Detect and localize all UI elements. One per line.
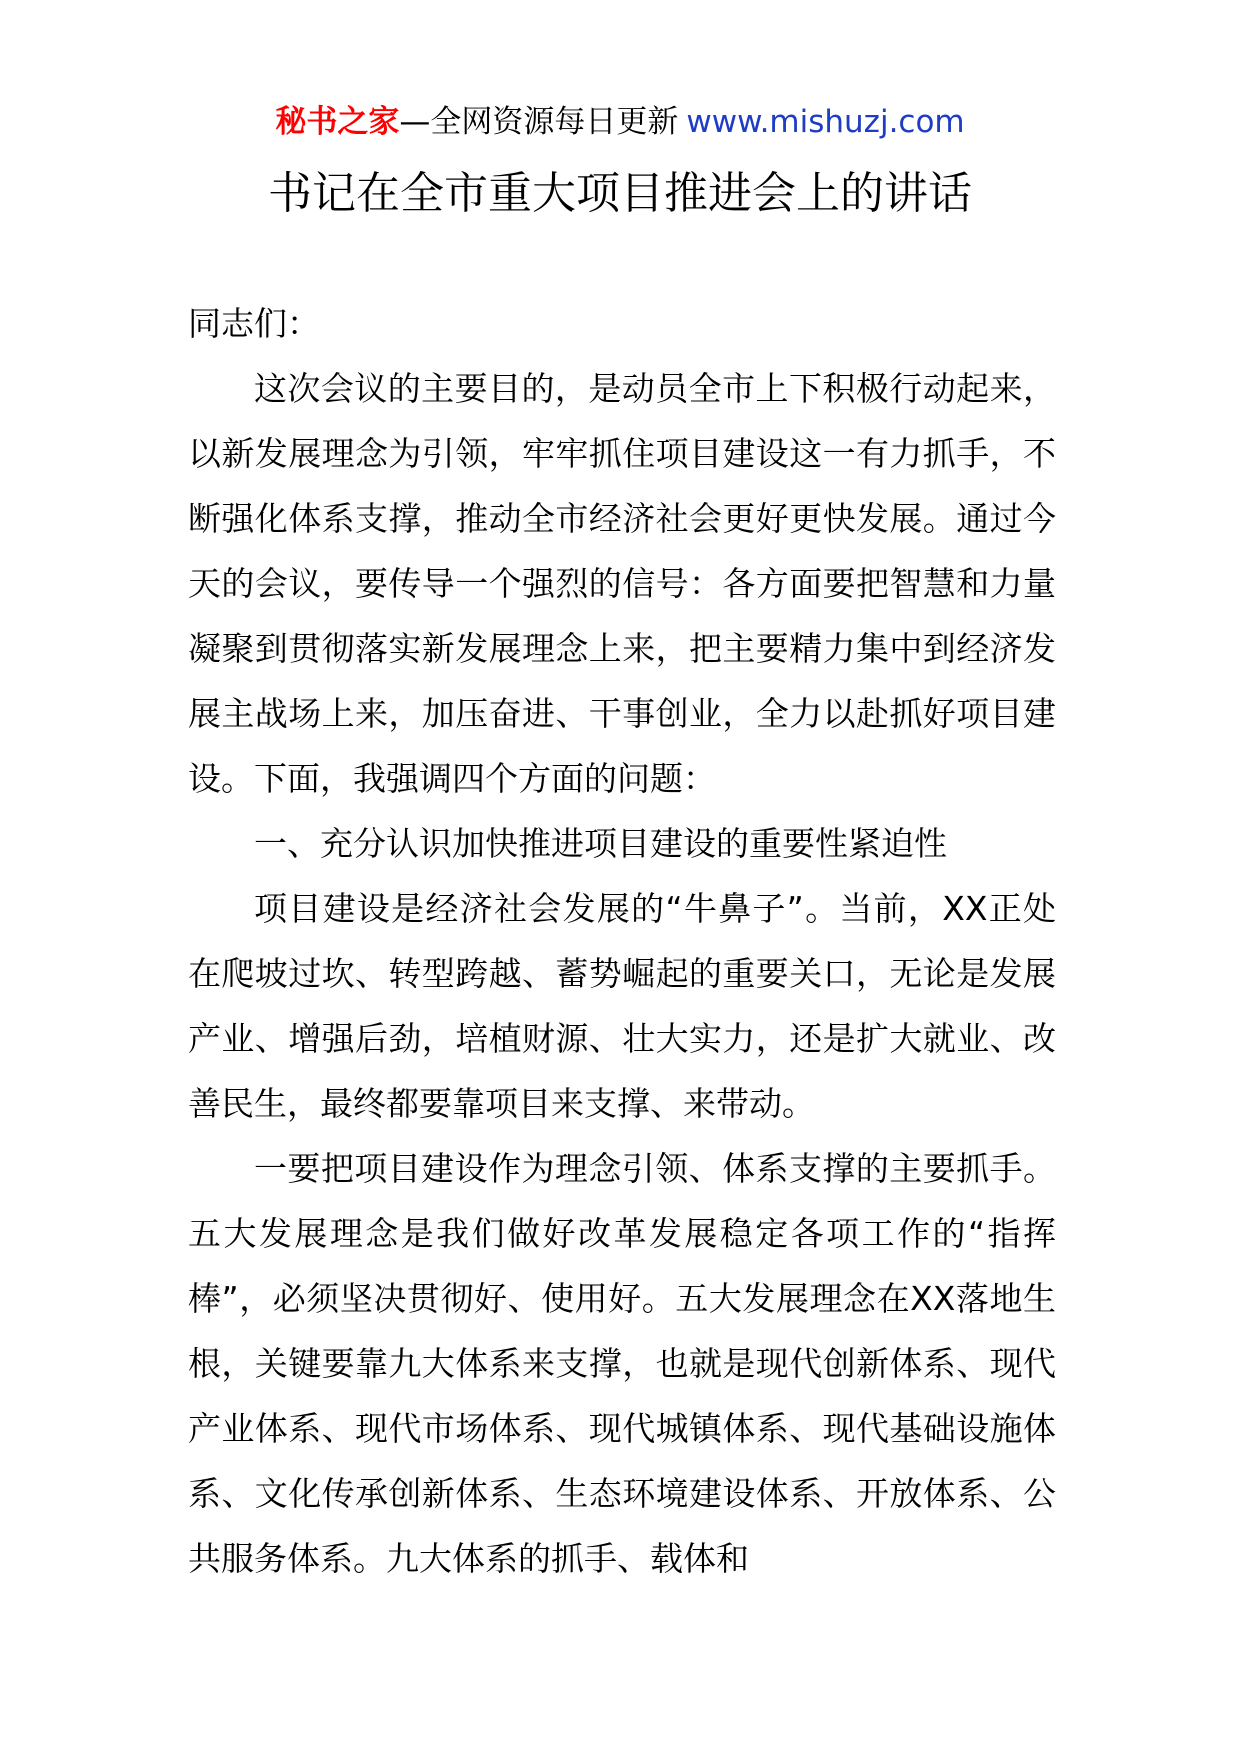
site-banner [0, 100, 1240, 144]
brand-name: 秘书之家 [275, 104, 400, 140]
document-title: 书记在全市重大项目推进会上的讲话 [268, 168, 972, 219]
body-paragraph: 项目建设是经济社会发展的“牛鼻子”。当前，XX正处在爬坡过坎、转型跨越、蓄势崛起的重要关口，无论是发展产业、增强后劲，培植财源、壮大实力，还是扩大就业、改善民生，最终都要靠项目来支撑、来带动。 [188, 889, 1056, 1123]
body-paragraph: 这次会议的主要目的，是动员全市上下积极行动起来，以新发展理念为引领，牢牢抓住项目建设这一有力抓手，不断强化体系支撑，推动全市经济社会更好更快发展。通过今天的会议，要传导一个强烈的信号：各方面要把智慧和力量凝聚到贯彻落实新发展理念上来，把主要精力集中到经济发展主战场上来，加压奋进、干事创业，全力以赴抓好项目建设。下面，我强调四个方面的问题： [188, 369, 1056, 798]
body-paragraph: 一要把项目建设作为理念引领、体系支撑的主要抓手。五大发展理念是我们做好改革发展稳定各项工作的“指挥棒”，必须坚决贯彻好、使用好。五大发展理念在XX落地生根，关键要靠九大体系来支撑，也就是现代创新体系、现代产业体系、现代市场体系、现代城镇体系、现代基础设施体系、文化传承创新体系、生态环境建设体系、开放体系、公共服务体系。九大体系的抓手、载体和 [188, 1149, 1056, 1578]
section-heading: 一、充分认识加快推进项目建设的重要性紧迫性 [254, 824, 947, 863]
banner-tagline: —全网资源每日更新 [399, 104, 679, 140]
salutation: 同志们： [188, 304, 320, 343]
document-body [188, 291, 1056, 1591]
site-url-link[interactable]: www.mishuzj.com [686, 104, 965, 140]
